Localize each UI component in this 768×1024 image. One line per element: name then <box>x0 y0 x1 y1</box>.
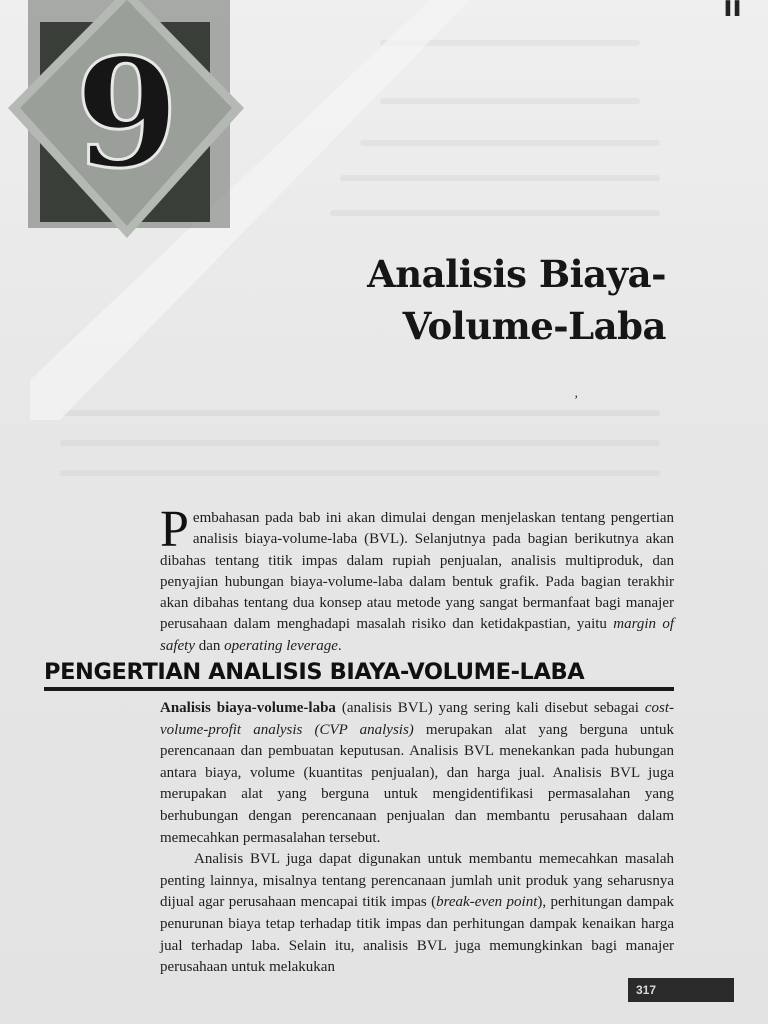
page-number: 317 <box>636 983 657 997</box>
paragraph-2-text-2: ), perhitungan dampak penurunan biaya tetap terhadap titik impas dan perhitungan dampak kenaikan harga jual terhadap laba. Selain itu, analisis BVL juga memungkinkan bagi manajer perusahaan untuk melakukan <box>160 894 675 976</box>
intro-paragraph <box>160 501 674 657</box>
bleed-through-line <box>60 470 660 476</box>
paragraph-1 <box>160 698 674 849</box>
paragraph-1-text-2: merupakan alat yang berguna untuk perencanaan dan pembuatan keputusan. Analisis BVL menekankan pada hubungan antara biaya, volume (kuantitas penjualan), dan harga jual. Analisis BVL juga merupakan alat yang berguna untuk mengidentifikasi permasalahan yang berhubungan dengan perencanaan penjualan dan membantu perusahaan dalam memecahkan permasalahan tersebut. <box>160 721 675 846</box>
intro-text-2: dan <box>195 637 225 654</box>
corner-mark: ▌▌ <box>725 0 744 15</box>
paragraph-2-term: break-even point <box>436 894 538 911</box>
paragraph-2 <box>160 849 674 979</box>
section-heading: PENGERTIAN ANALISIS BIAYA-VOLUME-LABA <box>44 659 674 691</box>
paragraph-1-lead: Analisis biaya-volume-laba <box>160 700 336 716</box>
drop-cap: P <box>160 501 189 558</box>
paragraph-2-text-1: Analisis BVL juga dapat digunakan untuk membantu memecahkan masalah penting lainnya, misalnya tentang perencanaan jumlah unit produk yang seharusnya dijual agar perusahaan mencapai titik impas ( <box>160 851 674 911</box>
chapter-number: 9 <box>74 26 180 202</box>
chapter-title <box>367 248 666 352</box>
chapter-title-line-1: Analisis Biaya- <box>367 252 666 296</box>
intro-term-margin-of-safety: margin of safety <box>160 616 674 654</box>
paragraph-1-text-1: (analisis BVL) yang sering kali disebut sebagai <box>335 700 645 716</box>
page-number-badge <box>628 978 734 1002</box>
stray-mark: ʼ <box>574 392 579 407</box>
intro-text-1: embahasan pada bab ini akan dimulai dengan menjelaskan tentang pengertian analisis biaya-volume-laba (BVL). Selanjutnya pada bagian berikutnya akan dibahas tentang titik impas dalam rupiah penjualan, analisis multiproduk, dan penyajian hubungan biaya-volume-laba dalam bentuk grafik. Pada bagian terakhir akan dibahas tentang dua konsep atau metode yang sangat bermanfaat bagi manajer perusahaan dalam menghadapi masalah risiko dan ketidakpastian, yaitu <box>160 510 674 633</box>
intro-term-operating-leverage: operating leverage <box>224 637 338 654</box>
chapter-title-line-2: Volume-Laba <box>402 304 666 348</box>
chapter-badge <box>0 0 768 420</box>
bleed-through-line <box>60 440 660 446</box>
intro-text-3: . <box>337 637 342 654</box>
body-text <box>160 698 674 979</box>
paragraph-1-term: cost-volume-profit analysis (CVP analysis) <box>160 700 674 738</box>
